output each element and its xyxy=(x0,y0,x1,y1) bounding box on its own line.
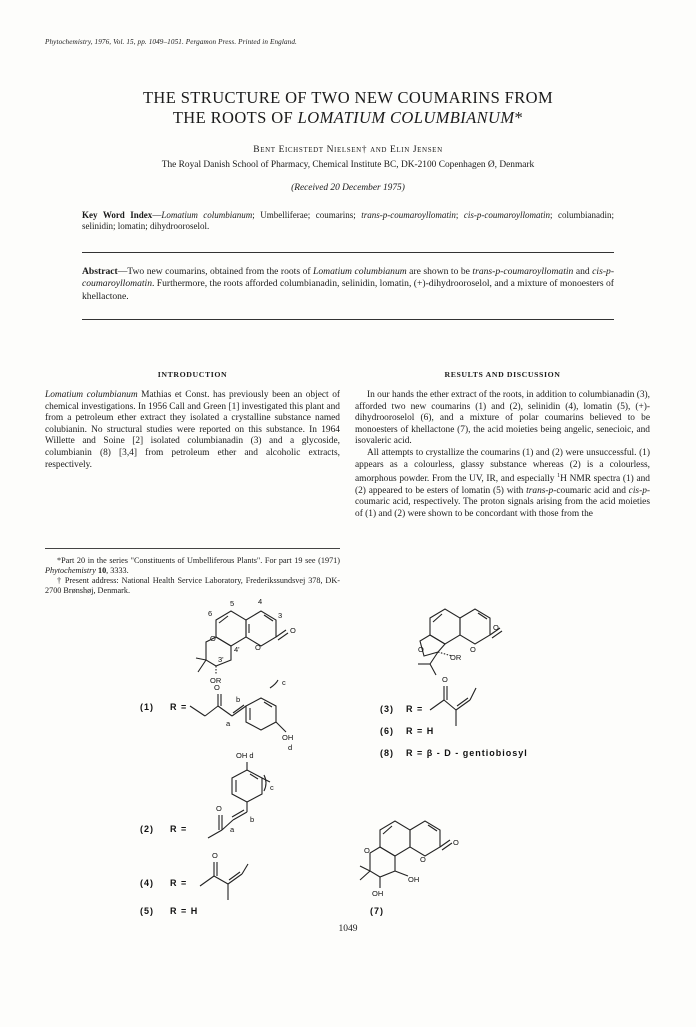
svg-text:O: O xyxy=(216,804,222,813)
svg-text:OH: OH xyxy=(372,889,384,898)
svg-text:OH: OH xyxy=(408,875,420,884)
abstract: Abstract—Two new coumarins, obtained from the roots of Lomatium columbianum are shown to be trans-p-coumaroyllomatin and cis-p-coumaroyllomatin. Furthermore, the roots afforded columbianadin, selinidin, lomatin, (+)-dihydrooroselol, and a mixture of monoesters of khellactone. xyxy=(82,266,615,302)
svg-text:R =: R = xyxy=(170,702,188,712)
intro-heading: INTRODUCTION xyxy=(157,370,228,379)
svg-text:b: b xyxy=(250,815,255,824)
structure-7 xyxy=(360,821,452,888)
svg-text:6: 6 xyxy=(208,609,213,618)
rule-top xyxy=(82,252,614,253)
structure-1-acyl xyxy=(190,680,286,732)
svg-text:O: O xyxy=(255,643,261,652)
svg-text:O: O xyxy=(290,626,296,635)
structure-2-acyl xyxy=(208,762,270,838)
svg-text:4: 4 xyxy=(258,597,263,606)
rule-bottom xyxy=(82,319,614,320)
journal-header: Phytochemistry, 1976, Vol. 15, pp. 1049–1051. Pergamon Press. Printed in England. xyxy=(45,38,297,46)
affiliation: The Royal Danish School of Pharmacy, Chemical Institute BC, DK-2100 Copenhagen Ø, Denmark xyxy=(161,160,535,170)
title-line-1: THE STRUCTURE OF TWO NEW COUMARINS FROM xyxy=(142,88,554,107)
page-number: 1049 xyxy=(338,924,358,934)
label-1: (1) xyxy=(140,702,154,712)
results-para-2: All attempts to crystallize the coumarins (1) and (2) were unsuccessful. (1) appears as a colourless, glassy substance whereas (2) is a colourless, amorphous powder. From the UV, IR, and especially $^1$H NMR spectra (1) and (2) appeared to be esters of lomatin (5) with trans-p-coumaric acid and cis-p-coumaric acid, respectively. The proton signals arising from the acid moieties of (1) and (2) were shown to be concordant with those from the xyxy=(355,447,651,520)
label-7: (7) xyxy=(370,906,384,916)
svg-text:b: b xyxy=(236,695,241,704)
svg-text:O: O xyxy=(212,851,218,860)
svg-text:4': 4' xyxy=(234,645,240,654)
structure-3-acyl xyxy=(430,686,476,726)
svg-text:O: O xyxy=(364,846,370,855)
footnote-2: † Present address: National Health Service Laboratory, Frederikssundsvej 378, DK-2700 Brønshøj, Denmark. xyxy=(45,576,340,595)
svg-text:OH: OH xyxy=(282,733,294,742)
results-para-1: In our hands the ether extract of the roots, in addition to columbianadin (3), afforded two new coumarins (1) and (2), selinidin (4), lomatin (5), (+)-dihydrooroselol (6), and a mixture of polar coumarins believed to be monoesters of khellactone (7), the acid moieties being angelic, senecioic, and isovaleric acid. xyxy=(355,390,650,447)
label-2: (2) xyxy=(140,824,154,834)
authors: Bent Eichstedt Nielsen† and Elin Jensen xyxy=(253,145,443,155)
svg-text:a: a xyxy=(230,825,235,834)
svg-text:OR: OR xyxy=(450,653,462,662)
svg-text:O: O xyxy=(420,855,426,864)
label-6: (6) xyxy=(380,726,394,736)
svg-text:R =: R = xyxy=(170,824,188,834)
footnote-1: *Part 20 in the series "Constituents of Umbelliferous Plants". For part 19 see (1971) Phytochemistry 10, 3333. xyxy=(45,556,340,575)
svg-text:R = β - D - gentiobiosyl: R = β - D - gentiobiosyl xyxy=(406,748,528,758)
structure-4-acyl xyxy=(200,862,248,900)
svg-text:R =: R = xyxy=(406,704,424,714)
footnote-rule xyxy=(45,548,340,549)
svg-text:OH d: OH d xyxy=(236,751,254,760)
svg-text:OR: OR xyxy=(210,676,222,685)
results-text xyxy=(355,390,650,521)
svg-text:c: c xyxy=(282,678,286,687)
svg-text:O: O xyxy=(214,683,220,692)
svg-text:c: c xyxy=(270,783,274,792)
article-title xyxy=(60,88,636,128)
label-5: (5) xyxy=(140,906,154,916)
svg-text:O: O xyxy=(442,675,448,684)
received-date: (Received 20 December 1975) xyxy=(291,183,405,193)
svg-text:3: 3 xyxy=(278,611,283,620)
svg-text:O: O xyxy=(470,645,476,654)
svg-text:O: O xyxy=(493,623,499,632)
svg-text:R = H: R = H xyxy=(406,726,435,736)
svg-text:O: O xyxy=(453,838,459,847)
keywords: Key Word Index—Lomatium columbianum; Umbelliferae; coumarins; trans-p-coumaroyllomatin; cis-p-coumaroyllomatin; columbianadin; selinidin; lomatin; dihydrooroselol. xyxy=(82,210,614,231)
svg-text:R =: R = xyxy=(170,878,188,888)
title-line-2: THE ROOTS OF LOMATIUM COLUMBIANUM* xyxy=(172,108,524,127)
intro-text: Lomatium columbianum Mathias et Const. has previously been an object of chemical investigations. In 1956 Call and Green [1] investigated this plant and from a petroleum ether extract they isolated a crystalline substance named colubianin. No structural studies were reported on this substance. In 1964 Willette and Soine [2] isolated columbianadin (3) and a glycoside, columbianin (8) [3,4] from petroleum ether and alcoholic extracts, respectively. xyxy=(45,390,341,470)
label-8: (8) xyxy=(380,748,394,758)
svg-text:R = H: R = H xyxy=(170,906,199,916)
svg-text:5: 5 xyxy=(230,599,235,608)
svg-text:O: O xyxy=(210,634,216,643)
svg-text:a: a xyxy=(226,719,231,728)
dihydrofurocoumarin-structure xyxy=(418,609,502,675)
label-3: (3) xyxy=(380,704,394,714)
label-4: (4) xyxy=(140,878,154,888)
svg-text:3': 3' xyxy=(218,655,224,664)
results-heading: RESULTS AND DISCUSSION xyxy=(444,370,561,379)
svg-text:d: d xyxy=(288,743,293,752)
svg-text:O: O xyxy=(418,645,424,654)
structures-figure xyxy=(0,590,696,920)
